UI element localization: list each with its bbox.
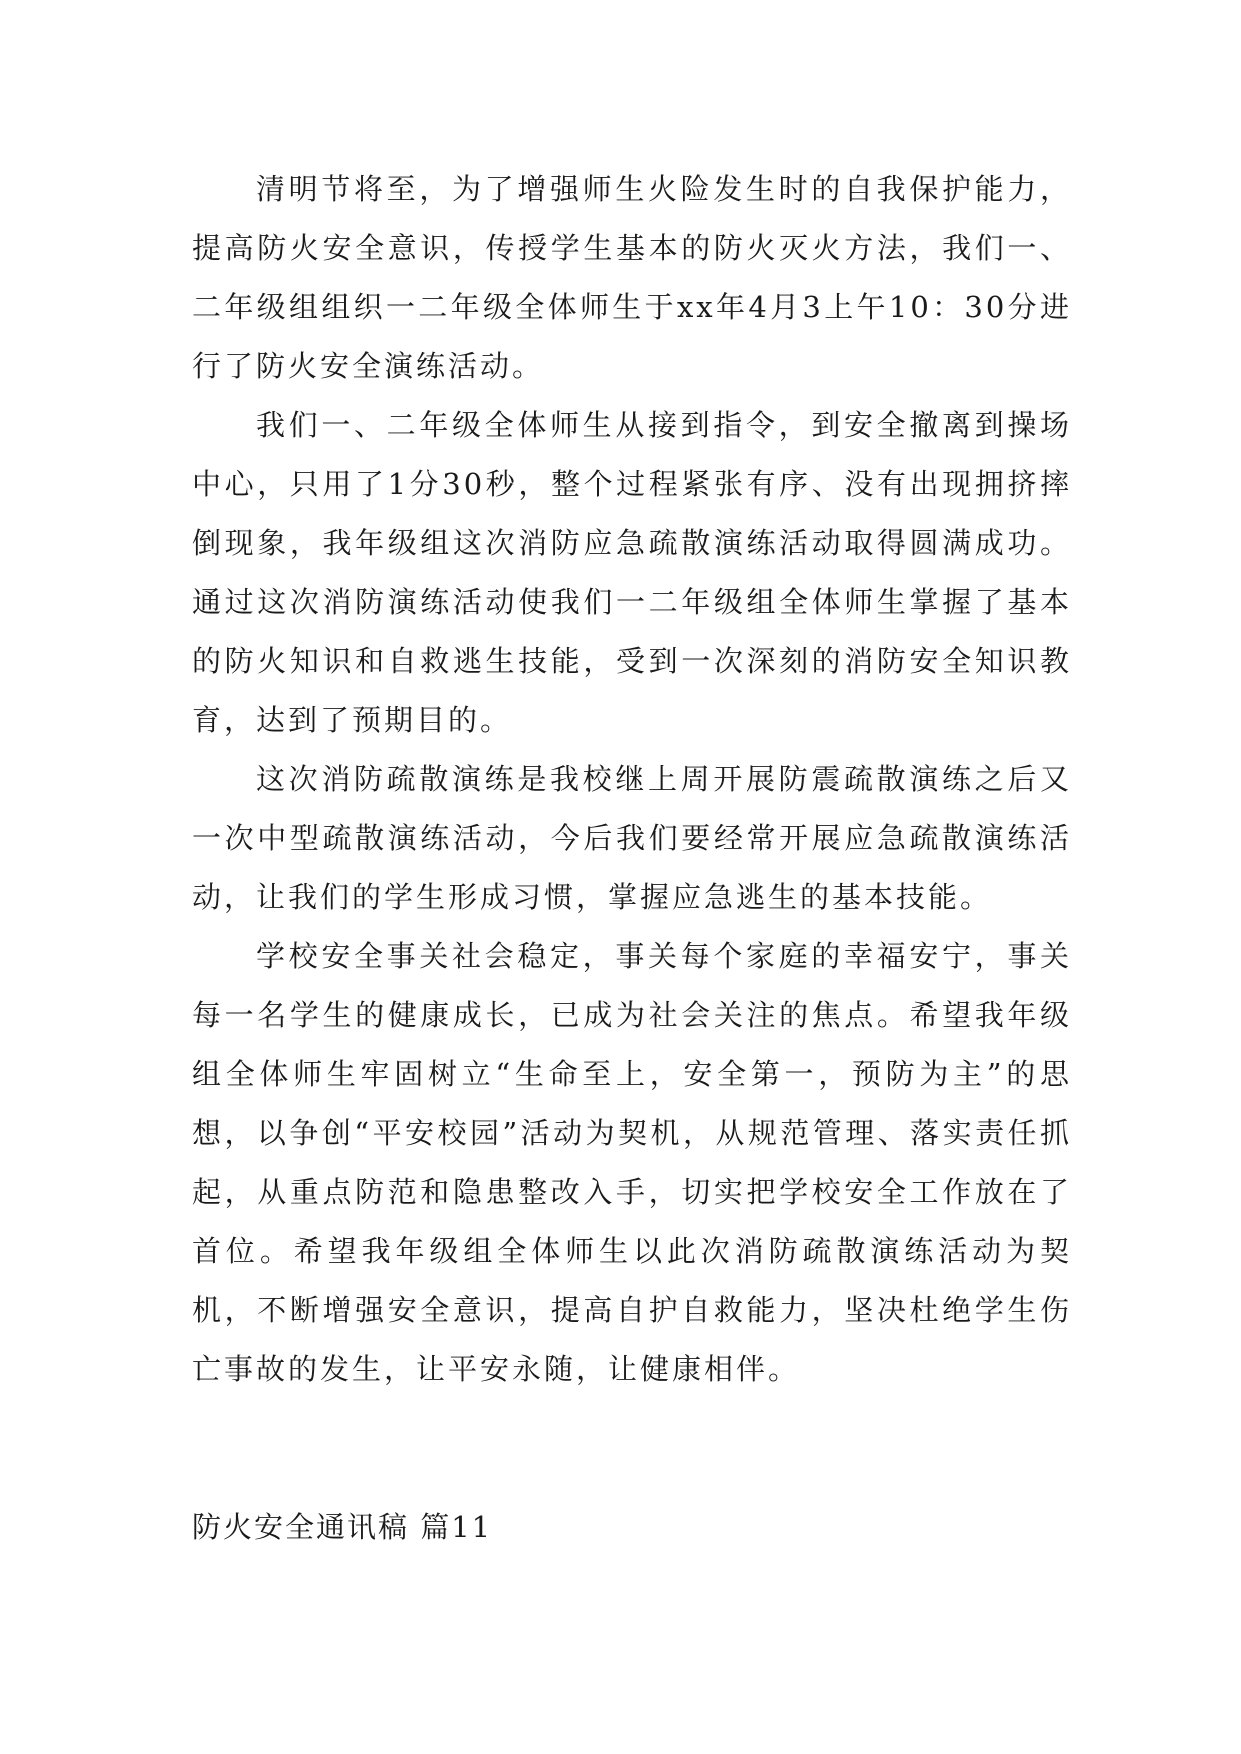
paragraph-3: 这次消防疏散演练是我校继上周开展防震疏散演练之后又一次中型疏散演练活动，今后我们要经常开展应急疏散演练活动，让我们的学生形成习惯，掌握应急逃生的基本技能。	[192, 762, 1072, 914]
document-body	[192, 160, 1072, 1399]
paragraph-2: 我们一、二年级全体师生从接到指令，到安全撤离到操场中心，只用了1分30秒，整个过程紧张有序、没有出现拥挤摔倒现象，我年级组这次消防应急疏散演练活动取得圆满成功。通过这次消防演练活动使我们一二年级组全体师生掌握了基本的防火知识和自救逃生技能，受到一次深刻的消防安全知识教育，达到了预期目的。	[192, 408, 1072, 737]
paragraph-1: 清明节将至，为了增强师生火险发生时的自我保护能力，提高防火安全意识，传授学生基本的防火灭火方法，我们一、二年级组组织一二年级全体师生于xx年4月3上午10：30分进行了防火安全演练活动。	[192, 172, 1072, 383]
section-heading: 防火安全通讯稿 篇11	[192, 1510, 493, 1544]
paragraph-4: 学校安全事关社会稳定，事关每个家庭的幸福安宁，事关每一名学生的健康成长，已成为社会关注的焦点。希望我年级组全体师生牢固树立“生命至上，安全第一，预防为主”的思想，以争创“平安校园”活动为契机，从规范管理、落实责任抓起，从重点防范和隐患整改入手，切实把学校安全工作放在了首位。希望我年级组全体师生以此次消防疏散演练活动为契机，不断增强安全意识，提高自护自救能力，坚决杜绝学生伤亡事故的发生，让平安永随，让健康相伴。	[192, 939, 1072, 1386]
